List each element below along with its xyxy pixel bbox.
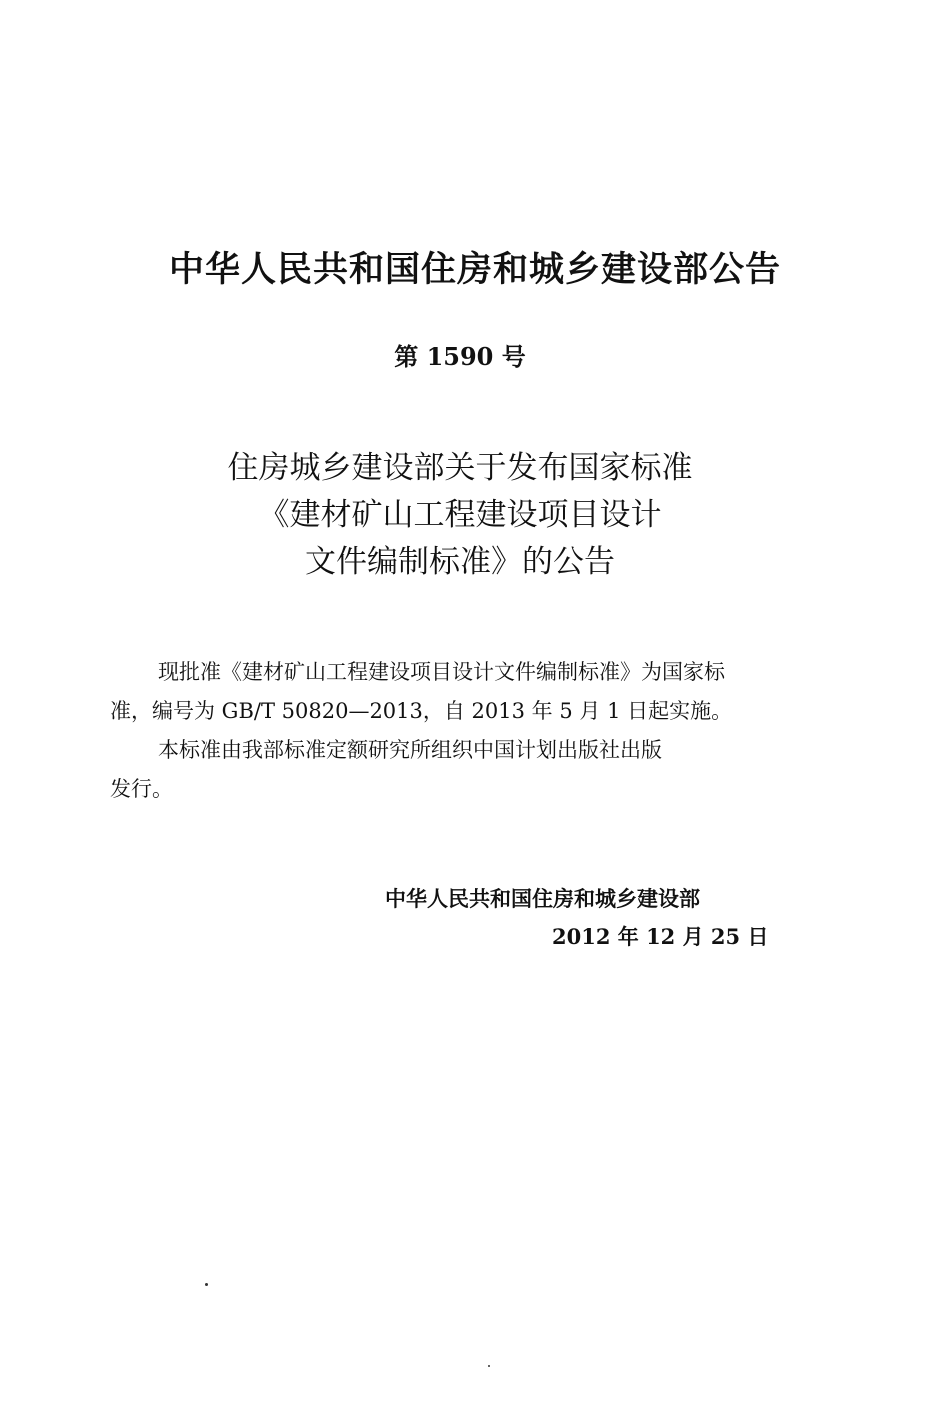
notice-title-line-2: 《建材矿山工程建设项目设计 — [258, 497, 662, 533]
scan-speck — [488, 1365, 490, 1367]
scan-speck — [205, 1283, 208, 1286]
signature-date: 2012 年 12 月 25 日 — [552, 924, 769, 949]
notice-title-line-1: 住房城乡建设部关于发布国家标准 — [227, 450, 693, 486]
paragraph-2-line-1: 本标准由我部标准定额研究所组织中国计划出版社出版 — [158, 738, 662, 762]
notice-body — [110, 653, 810, 809]
ministry-title: 中华人民共和国住房和城乡建设部公告 — [168, 250, 781, 290]
paragraph-2-line-2: 发行。 — [110, 777, 173, 801]
paragraph-1-line-1: 现批准《建材矿山工程建设项目设计文件编制标准》为国家标 — [158, 660, 725, 684]
paragraph-1-line-2: 准，编号为 GB/T 50820—2013，自 2013 年 5 月 1 日起实施。 — [110, 699, 733, 723]
announcement-number: 第 1590 号 — [394, 342, 526, 371]
notice-title-line-3: 文件编制标准》的公告 — [305, 544, 615, 580]
signature-organization: 中华人民共和国住房和城乡建设部 — [385, 887, 700, 911]
notice-title — [0, 445, 920, 586]
